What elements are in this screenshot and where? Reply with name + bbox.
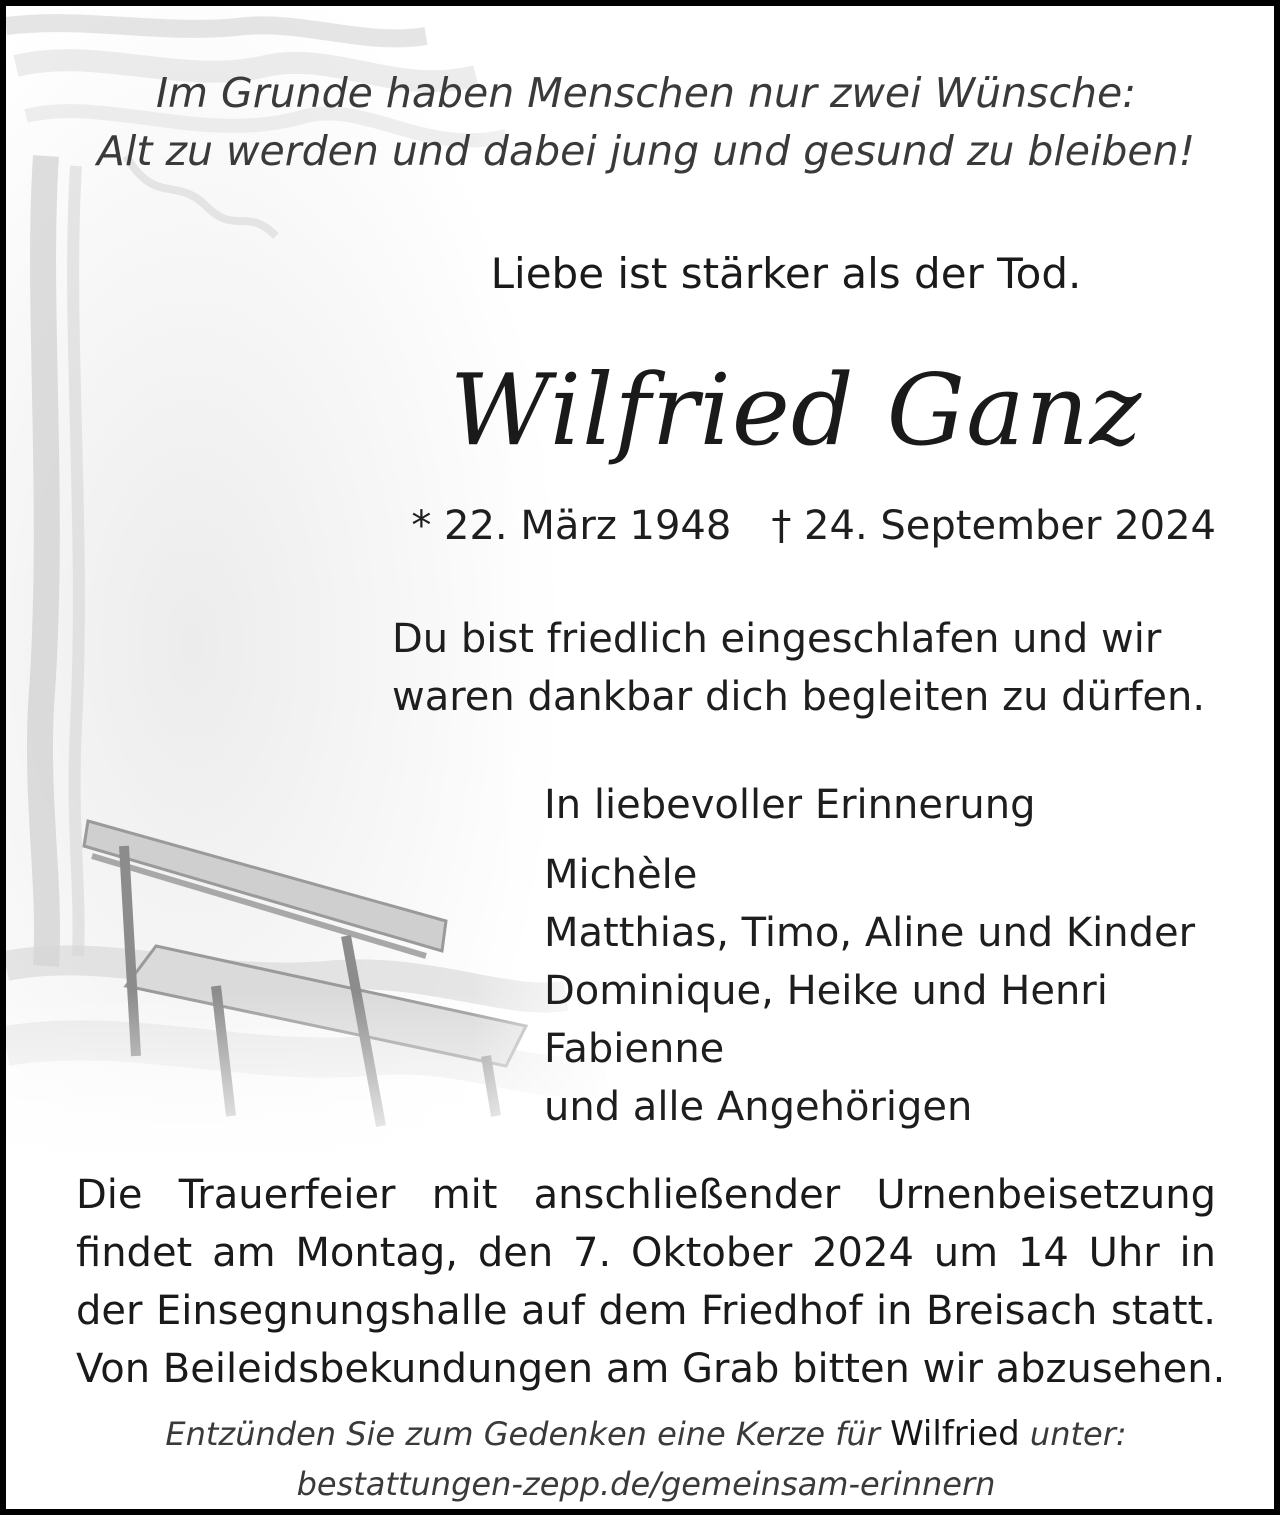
- birth-date: * 22. März 1948: [411, 503, 732, 549]
- deceased-name: Wilfried Ganz: [449, 354, 1143, 468]
- funeral-notice-line: findet am Montag, den 7. Oktober 2024 um 14 Uhr in: [76, 1230, 1216, 1276]
- funeral-notice-line: Von Beileidsbekundungen am Grab bitten wir abzusehen.: [76, 1346, 1226, 1392]
- verse-line: waren dankbar dich begleiten zu dürfen.: [392, 674, 1206, 720]
- candle-invitation-suffix: unter:: [1029, 1415, 1127, 1453]
- family-member: Fabienne: [544, 1026, 725, 1072]
- funeral-notice-line: der Einsegnungshalle auf dem Friedhof in Breisach statt.: [76, 1288, 1216, 1334]
- quote-line: Im Grunde haben Menschen nur zwei Wünsche:: [155, 69, 1137, 117]
- death-date: † 24. September 2024: [771, 503, 1216, 549]
- memorial-url-link[interactable]: bestattungen-zepp.de/gemeinsam-erinnern: [296, 1465, 996, 1503]
- candle-invitation-prefix: Entzünden Sie zum Gedenken eine Kerze für: [165, 1415, 880, 1453]
- candle-invitation-name: Wilfried: [890, 1414, 1020, 1454]
- verse-line: Du bist friedlich eingeschlafen und wir: [392, 616, 1162, 662]
- motto: Liebe ist stärker als der Tod.: [490, 249, 1082, 298]
- quote-line: Alt zu werden und dabei jung und gesund zu bleiben!: [96, 127, 1196, 175]
- family-intro: In liebevoller Erinnerung: [544, 782, 1036, 828]
- family-member: Dominique, Heike und Henri: [544, 968, 1108, 1014]
- candle-invitation: [66, 1408, 1226, 1460]
- life-dates: [366, 496, 1216, 556]
- notice-content: [6, 6, 1280, 1515]
- funeral-notice-line: Die Trauerfeier mit anschließender Urnenbeisetzung: [76, 1172, 1216, 1218]
- family-member: Matthias, Timo, Aline und Kinder: [544, 910, 1196, 956]
- family-member: Michèle: [544, 852, 698, 898]
- family-member: und alle Angehörigen: [544, 1084, 973, 1130]
